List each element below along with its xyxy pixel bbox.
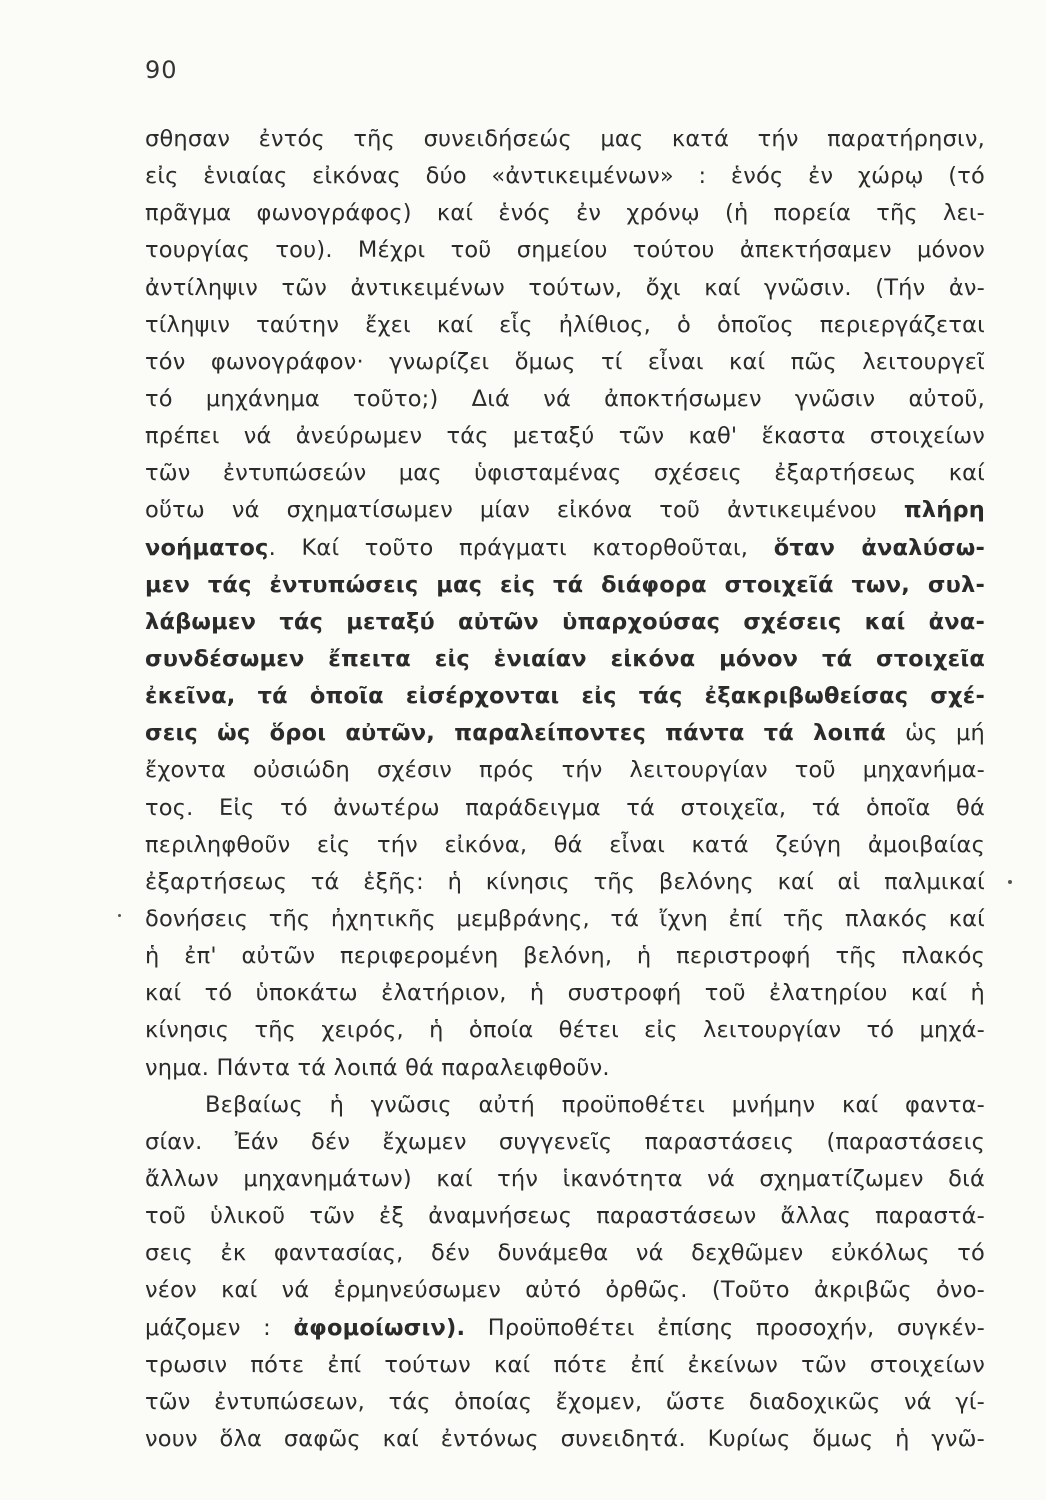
bold-text-run: πλήρη [903, 497, 985, 524]
text-line [145, 381, 985, 418]
body-text [145, 121, 985, 1458]
text-line [145, 492, 985, 529]
text-run: καί τό ὑποκάτω ἐλατήριον, ἡ συστροφή τοῦ ἐλατηρίου καί ἡ [145, 980, 985, 1007]
text-run: τῶν ἐντυπώσεών μας ὑφισταμένας σχέσεις ἐξαρτήσεως καί [145, 460, 985, 487]
text-run: νημα. Πάντα τά λοιπά θά παραλειφθοῦν. [145, 1054, 610, 1081]
text-run: περιληφθοῦν εἰς τήν εἰκόνα, θά εἶναι κατά ζεύγη ἀμοιβαίας [145, 831, 985, 858]
text-run: πρέπει νά ἀνεύρωμεν τάς μεταξύ τῶν καθ' ἕκαστα στοιχείων [145, 423, 985, 450]
text-line [145, 1272, 985, 1309]
text-line [145, 418, 985, 455]
text-run: ἔχοντα οὐσιώδη σχέσιν πρός τήν λειτουργίαν τοῦ μηχανήμα- [145, 757, 985, 784]
text-line [145, 1124, 985, 1161]
text-run: δονήσεις τῆς ἠχητικῆς μεμβράνης, τά ἴχνη ἐπί τῆς πλακός καί [145, 905, 985, 932]
text-line [145, 790, 985, 827]
text-line [145, 641, 985, 678]
print-speck [1008, 880, 1012, 884]
text-run: ἡ ἐπ' αὐτῶν περιφερομένη βελόνη, ἡ περιστροφή τῆς πλακός [145, 943, 985, 970]
text-run: σθησαν ἐντός τῆς συνειδήσεώς μας κατά τήν παρατήρησιν, [145, 126, 985, 152]
text-line [145, 938, 985, 975]
text-run: τουργίας του). Μέχρι τοῦ σημείου τούτου ἀπεκτήσαμεν μόνον [145, 237, 985, 264]
text-line [145, 827, 985, 864]
text-line [145, 1012, 985, 1049]
bold-text-run: νοήματος [145, 534, 269, 561]
text-line [145, 530, 985, 567]
text-line [145, 901, 985, 938]
text-line [145, 567, 985, 604]
text-line [145, 1050, 985, 1087]
text-run: κίνησις τῆς χειρός, ἡ ὁποία θέτει εἰς λειτουργίαν τό μηχά- [145, 1017, 985, 1044]
text-run: τρωσιν πότε ἐπί τούτων καί πότε ἐπί ἐκείνων τῶν στοιχείων [145, 1351, 985, 1378]
bold-text-run: ὅταν ἀναλύσω- [773, 534, 986, 561]
text-line [145, 1198, 985, 1235]
bold-text-run: ἐκεῖνα, τά ὁποῖα εἰσέρχονται εἰς τάς ἐξακριβωθείσας σχέ- [145, 683, 985, 710]
text-line [145, 158, 985, 195]
bold-text-run: μεν τάς ἐντυπώσεις μας εἰς τά διάφορα στοιχεῖά των, συλ- [145, 571, 985, 598]
text-run: . Καί τοῦτο πράγματι κατορθοῦται, [268, 534, 774, 561]
text-run: τῶν ἐντυπώσεων, τάς ὁποίας ἔχομεν, ὥστε διαδοχικῶς νά γί- [145, 1388, 985, 1415]
text-run: τό μηχάνημα τοῦτο;) Διά νά ἀποκτήσωμεν γνῶσιν αὐτοῦ, [145, 385, 985, 412]
text-line [145, 1087, 985, 1124]
text-run: ἄλλων μηχανημάτων) καί τήν ἱκανότητα νά σχηματίζωμεν διά [145, 1165, 985, 1192]
bold-text-run: συνδέσωμεν ἔπειτα εἰς ἑνιαίαν εἰκόνα μόνον τά στοιχεῖα [145, 645, 985, 672]
text-run: τοῦ ὑλικοῦ τῶν ἐξ ἀναμνήσεως παραστάσεων ἄλλας παραστά- [145, 1203, 985, 1230]
bold-text-run: λάβωμεν τάς μεταξύ αὐτῶν ὑπαρχούσας σχέσεις καί ἀνα- [145, 608, 985, 635]
bold-text-run: σεις ὡς ὅροι αὐτῶν, παραλείποντες πάντα τά λοιπά [145, 720, 906, 747]
text-line [145, 1421, 985, 1458]
text-line [145, 604, 985, 641]
text-line [145, 1347, 985, 1384]
text-line [145, 678, 985, 715]
text-run: πρᾶγμα φωνογράφος) καί ἑνός ἐν χρόνῳ (ἡ πορεία τῆς λει- [145, 200, 985, 227]
text-line [145, 307, 985, 344]
bold-text-run: ἀφομοίωσιν). [293, 1314, 466, 1341]
text-line [145, 121, 985, 158]
print-speck [118, 914, 121, 917]
text-line [145, 975, 985, 1012]
text-run: σίαν. Ἐάν δέν ἔχωμεν συγγενεῖς παραστάσεις (παραστάσεις [145, 1128, 985, 1155]
text-line [145, 344, 985, 381]
text-run: εἰς ἑνιαίας εἰκόνας δύο «ἀντικειμένων» : ἑνός ἐν χώρῳ (τό [145, 163, 985, 190]
text-line [145, 1235, 985, 1272]
text-line [145, 270, 985, 307]
text-run: ὡς μή [905, 720, 985, 747]
text-run: μάζομεν : [145, 1314, 294, 1341]
text-line [145, 715, 985, 752]
text-run: νέον καί νά ἑρμηνεύσωμεν αὐτό ὀρθῶς. (Τοῦτο ἀκριβῶς ὀνο- [145, 1277, 985, 1304]
text-run: Βεβαίως ἡ γνῶσις αὐτή προϋποθέτει μνήμην καί φαντα- [205, 1091, 985, 1118]
page-number: 90 [145, 56, 178, 84]
text-run: σεις ἐκ φαντασίας, δέν δυνάμεθα νά δεχθῶμεν εὐκόλως τό [145, 1240, 985, 1267]
text-run: οὕτω νά σχηματίσωμεν μίαν εἰκόνα τοῦ ἀντικειμένου [145, 497, 904, 524]
text-line [145, 455, 985, 492]
text-line [145, 1161, 985, 1198]
text-line [145, 864, 985, 901]
text-run: ἐξαρτήσεως τά ἑξῆς: ἡ κίνησις τῆς βελόνης καί αἱ παλμικαί [145, 868, 985, 895]
text-line [145, 232, 985, 269]
text-line [145, 752, 985, 789]
text-run: ἀντίληψιν τῶν ἀντικειμένων τούτων, ὄχι καί γνῶσιν. (Τήν ἀν- [145, 274, 985, 301]
text-run: τόν φωνογράφον· γνωρίζει ὅμως τί εἶναι καί πῶς λειτουργεῖ [145, 348, 985, 375]
text-run: Προϋποθέτει ἐπίσης προσοχήν, συγκέν- [465, 1314, 985, 1341]
text-line [145, 1384, 985, 1421]
text-run: τος. Εἰς τό ἀνωτέρω παράδειγμα τά στοιχεῖα, τά ὁποῖα θά [145, 794, 985, 821]
text-run: νουν ὅλα σαφῶς καί ἐντόνως συνειδητά. Κυρίως ὅμως ἡ γνῶ- [145, 1425, 985, 1452]
text-line [145, 195, 985, 232]
text-run: τίληψιν ταύτην ἔχει καί εἷς ἠλίθιος, ὁ ὁποῖος περιεργάζεται [145, 311, 985, 338]
text-line [145, 1310, 985, 1347]
